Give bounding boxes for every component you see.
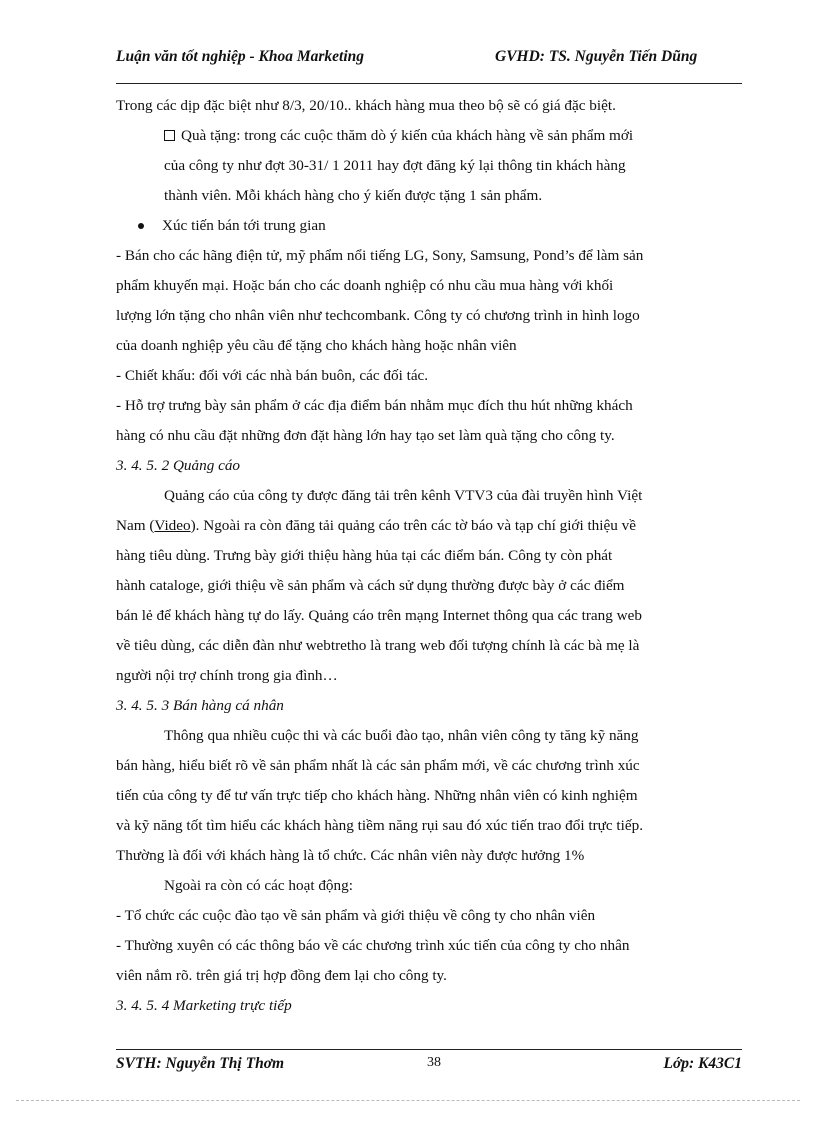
text-line: của công ty như đợt 30-31/ 1 2011 hay đợt đăng ký lại thông tin khách hàng (164, 157, 626, 174)
header-advisor: GVHD: TS. Nguyễn Tiến Dũng (495, 48, 698, 65)
section-heading-personal-selling: 3. 4. 5. 3 Bán hàng cá nhân (116, 697, 284, 714)
page-break-divider (16, 1100, 800, 1101)
page-number: 38 (427, 1055, 441, 1070)
text-line: Ngoài ra còn có các hoạt động: (164, 877, 353, 894)
text-line: tiến của công ty để tư vấn trực tiếp cho khách hàng. Những nhân viên có kinh nghiệm (116, 787, 638, 804)
bullet-item (116, 211, 742, 241)
checkbox-square-icon (164, 130, 175, 141)
header-thesis-title: Luận văn tốt nghiệp - Khoa Marketing (116, 48, 365, 65)
text-line: hàng tiêu dùng. Trưng bày giới thiệu hàng hủa tại các điểm bán. Công ty còn phát (116, 547, 613, 564)
text-line: lượng lớn tặng cho nhân viên như techcombank. Công ty có chương trình in hình logo (116, 307, 640, 324)
text-line: - Tổ chức các cuộc đào tạo về sản phẩm và giới thiệu về công ty cho nhân viên (116, 907, 596, 924)
footer-rule (116, 1049, 742, 1050)
text-line: - Thường xuyên có các thông báo về các chương trình xúc tiến của công ty cho nhân (116, 937, 630, 954)
bullet-dot-icon (138, 223, 144, 229)
text-line: Xúc tiến bán tới trung gian (162, 217, 326, 234)
text-line: và kỹ năng tốt tìm hiểu các khách hàng tiềm năng rụi sau đó xúc tiến trao đổi trực tiếp. (116, 817, 643, 834)
text-line: Trong các dịp đặc biệt như 8/3, 20/10.. khách hàng mua theo bộ sẽ có giá đặc biệt. (116, 97, 616, 114)
text-line (116, 511, 742, 541)
section-heading-direct-marketing: 3. 4. 5. 4 Marketing trực tiếp (116, 997, 292, 1014)
text-line: Quà tặng: trong các cuộc thăm dò ý kiến của khách hàng về sản phẩm mới (181, 127, 634, 144)
text-line: bán lẻ để khách hàng tự do lấy. Quảng cáo trên mạng Internet thông qua các trang web (116, 607, 642, 624)
text-line: Thông qua nhiều cuộc thi và các buổi đào tạo, nhân viên công ty tăng kỹ năng (164, 727, 639, 744)
gift-item (116, 121, 742, 151)
text-line: hàng có nhu cầu đặt những đơn đặt hàng lớn hay tạo set làm quà tặng cho công ty. (116, 427, 615, 444)
video-link[interactable]: Video (154, 517, 191, 534)
text-line: viên nắm rõ. trên giá trị hợp đồng đem lại cho công ty. (116, 967, 447, 984)
text-line: thành viên. Mỗi khách hàng cho ý kiến được tặng 1 sản phẩm. (164, 187, 543, 204)
text-line: về tiêu dùng, các diễn đàn như webtretho là trang web đối tượng chính là các bà mẹ là (116, 637, 640, 654)
page-header (116, 48, 742, 72)
text-fragment: Nam ( (116, 517, 155, 534)
section-heading-advertising: 3. 4. 5. 2 Quảng cáo (116, 457, 241, 474)
text-line: hành cataloge, giới thiệu về sản phẩm và cách sử dụng thường được bày ở các điểm (116, 577, 625, 594)
text-line: - Chiết khấu: đối với các nhà bán buôn, các đối tác. (116, 367, 429, 384)
footer-class: Lớp: K43C1 (663, 1055, 742, 1072)
page-footer (116, 1055, 742, 1079)
text-line: - Hỗ trợ trưng bày sản phẩm ở các địa điểm bán nhằm mục đích thu hút những khách (116, 397, 633, 414)
text-line: Quảng cáo của công ty được đăng tải trên kênh VTV3 của đài truyền hình Việt (164, 487, 643, 504)
footer-student: SVTH: Nguyễn Thị Thơm (116, 1055, 285, 1072)
text-line: bán hàng, hiểu biết rõ về sản phẩm nhất là các sản phẩm mới, về các chương trình xúc (116, 757, 640, 774)
text-line: của doanh nghiệp yêu cầu để tặng cho khách hàng hoặc nhân viên (116, 337, 517, 354)
text-line: Thường là đối với khách hàng là tổ chức. Các nhân viên này được hưởng 1% (116, 847, 585, 864)
text-line: người nội trợ chính trong gia đình… (116, 667, 338, 684)
header-rule (116, 83, 742, 84)
text-fragment: ). Ngoài ra còn đăng tải quảng cáo trên các tờ báo và tạp chí giới thiệu về (190, 517, 636, 534)
text-line: phẩm khuyến mại. Hoặc bán cho các doanh nghiệp có nhu cầu mua hàng với khối (116, 277, 614, 294)
document-body (116, 91, 742, 1021)
text-line: - Bán cho các hãng điện tử, mỹ phẩm nổi tiếng LG, Sony, Samsung, Pond’s để làm sản (116, 247, 644, 264)
